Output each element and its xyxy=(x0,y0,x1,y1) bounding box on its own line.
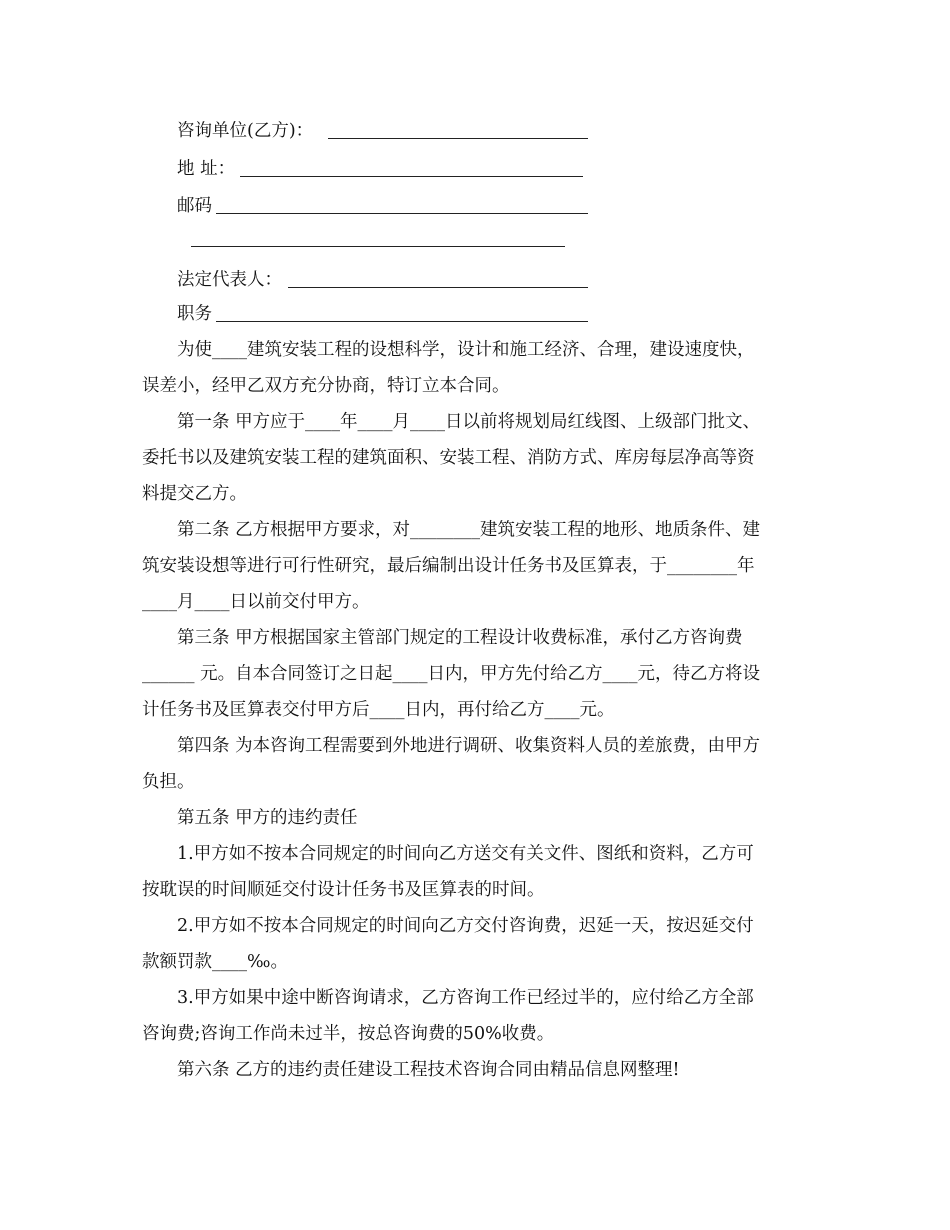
preamble-line-1: 为使____建筑安装工程的设想科学，设计和施工经济、合理，建设速度快， xyxy=(177,340,755,360)
position-fill-line xyxy=(216,321,588,322)
preamble-line-2: 误差小，经甲乙双方充分协商，特订立本合同。 xyxy=(142,376,510,396)
article3-line-1: 第三条 甲方根据国家主管部门规定的工程设计收费标准，承付乙方咨询费 xyxy=(177,628,743,648)
article3-line-3: 计任务书及匡算表交付甲方后____日内，再付给乙方____元。 xyxy=(142,700,615,720)
article5-item3-line-1: 3.甲方如果中途中断咨询请求，乙方咨询工作已经过半的，应付给乙方全部 xyxy=(177,988,754,1008)
extra-fill-line xyxy=(191,246,565,247)
article2-line-2: 筑安装设想等进行可行性研究，最后编制出设计任务书及匡算表，于________年 xyxy=(142,556,755,576)
article6-title: 第六条 乙方的违约责任建设工程技术咨询合同由精品信息网整理! xyxy=(177,1060,680,1080)
article5-item2-line-2: 款额罚款____‰。 xyxy=(142,952,288,972)
article3-line-2: ______ 元。自本合同签订之日起____日内，甲方先付给乙方____元，待乙方将设 xyxy=(142,664,761,684)
article5-item1-line-1: 1.甲方如不按本合同规定的时间向乙方送交有关文件、图纸和资料，乙方可 xyxy=(177,844,754,864)
legal-rep-fill-line xyxy=(288,287,588,288)
address-label: 地 址： xyxy=(177,159,236,179)
article5-item3-line-2: 咨询费;咨询工作尚未过半，按总咨询费的50%收费。 xyxy=(142,1024,555,1044)
postcode-label: 邮码 xyxy=(177,196,212,216)
article4-line-2: 负担。 xyxy=(142,772,195,792)
article1-line-2: 委托书以及建筑安装工程的建筑面积、安装工程、消防方式、库房每层净高等资 xyxy=(142,448,755,468)
consultant-fill-line xyxy=(328,138,588,139)
legal-rep-label: 法定代表人： xyxy=(177,270,282,290)
consultant-label: 咨询单位(乙方)： xyxy=(177,121,314,141)
position-label: 职务 xyxy=(177,304,212,324)
article2-line-1: 第二条 乙方根据甲方要求，对________建筑安装工程的地形、地质条件、建 xyxy=(177,520,761,540)
article2-line-3: ____月____日以前交付甲方。 xyxy=(142,592,370,612)
address-fill-line xyxy=(240,176,583,177)
article1-line-1: 第一条 甲方应于____年____月____日以前将规划局红线图、上级部门批文、 xyxy=(177,412,761,432)
article5-title: 第五条 甲方的违约责任 xyxy=(177,808,358,828)
article4-line-1: 第四条 为本咨询工程需要到外地进行调研、收集资料人员的差旅费，由甲方 xyxy=(177,736,761,756)
article5-item2-line-1: 2.甲方如不按本合同规定的时间向乙方交付咨询费，迟延一天，按迟延交付 xyxy=(177,916,754,936)
article1-line-3: 料提交乙方。 xyxy=(142,484,247,504)
postcode-fill-line xyxy=(216,213,588,214)
article5-item1-line-2: 按耽误的时间顺延交付设计任务书及匡算表的时间。 xyxy=(142,880,545,900)
